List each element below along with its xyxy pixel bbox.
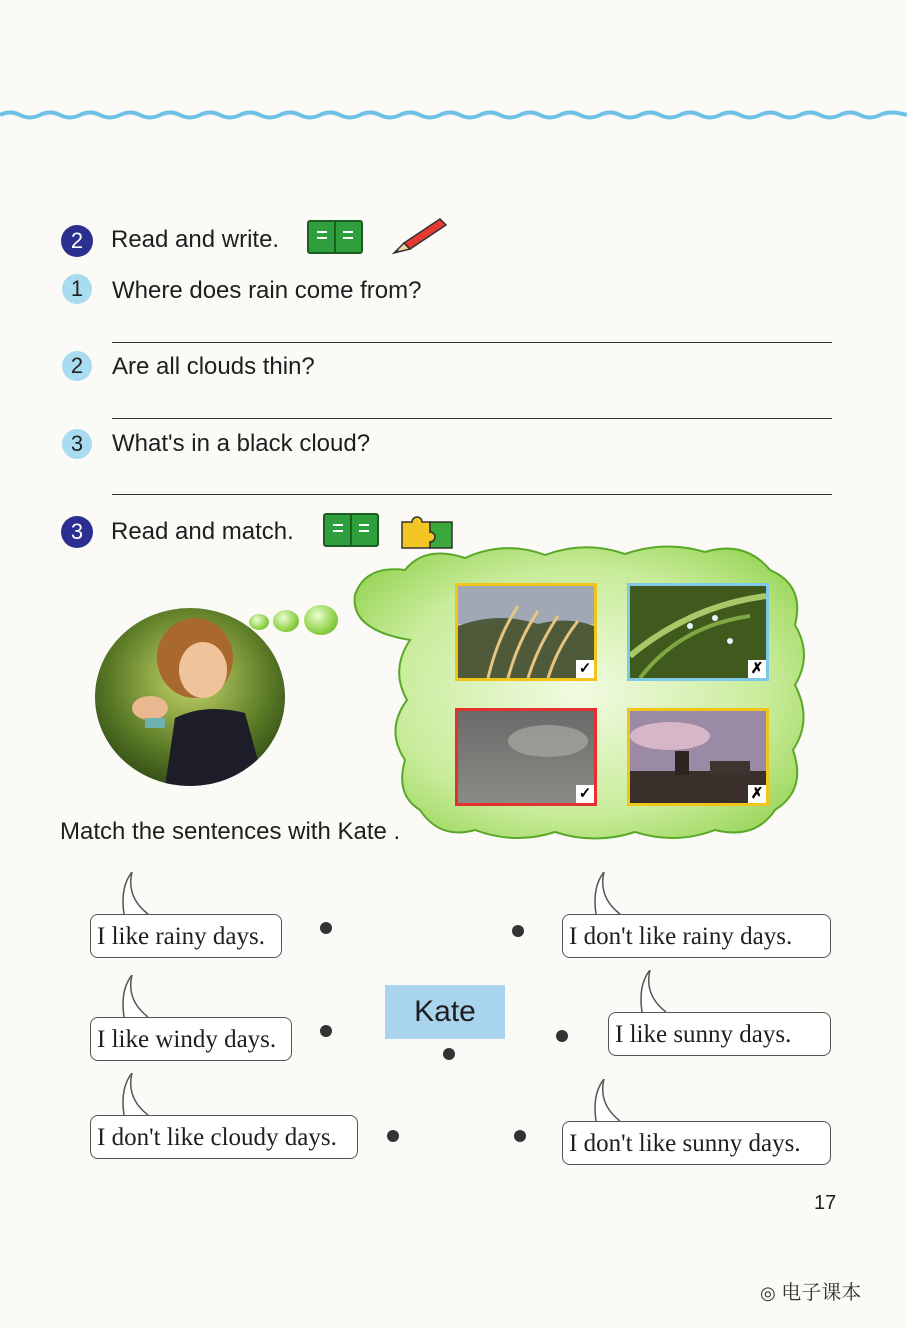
answer-line[interactable]: [112, 342, 832, 343]
cross-mark: ✗: [748, 660, 766, 678]
kate-dot[interactable]: [443, 1048, 455, 1060]
sentence-bubble-right[interactable]: I don't like rainy days.: [562, 914, 831, 958]
question-text: What's in a black cloud?: [112, 430, 371, 457]
answer-line[interactable]: [112, 494, 832, 495]
footer-watermark-text: 电子课本: [781, 1282, 862, 1304]
check-mark: ✓: [576, 660, 594, 678]
cloudy-sky-photo: [455, 708, 597, 806]
sentence-bubble-left[interactable]: I like rainy days.: [90, 914, 282, 958]
sentence-bubble-left[interactable]: I like windy days.: [90, 1017, 292, 1061]
cross-mark: ✗: [748, 785, 766, 803]
kate-label: Kate: [385, 985, 505, 1039]
thought-bubble-dot: [304, 605, 338, 635]
pencil-icon: [390, 215, 452, 257]
sentence-bubble-left[interactable]: I don't like cloudy days.: [90, 1115, 358, 1159]
sentence-bubble-right[interactable]: I don't like sunny days.: [562, 1121, 831, 1165]
section-heading: Read and match.: [111, 518, 294, 545]
section-number: 3: [61, 516, 93, 548]
question-number: 2: [62, 351, 92, 381]
footer-watermark: [760, 1276, 861, 1305]
thought-cloud: [345, 540, 815, 845]
sunny-city-photo: [627, 708, 769, 806]
top-wave-decoration: [0, 100, 907, 130]
match-dot[interactable]: [320, 922, 332, 934]
page-number: 17: [814, 1192, 837, 1214]
match-dot[interactable]: [320, 1025, 332, 1037]
match-dot[interactable]: [514, 1130, 526, 1142]
windy-grass-photo: [455, 583, 597, 681]
section-heading: Read and write.: [111, 226, 280, 253]
check-mark: ✓: [576, 785, 594, 803]
match-dot[interactable]: [556, 1030, 568, 1042]
answer-line[interactable]: [112, 418, 832, 419]
thought-bubble-dot: [273, 610, 299, 632]
question-number: 3: [62, 429, 92, 459]
chat-icon: ◎: [760, 1283, 776, 1303]
sentence-bubble-right[interactable]: I like sunny days.: [608, 1012, 831, 1056]
question-text: Are all clouds thin?: [112, 353, 315, 380]
question-text: Where does rain come from?: [112, 277, 422, 304]
book-icon: [307, 220, 363, 254]
question-number: 1: [62, 274, 92, 304]
match-dot[interactable]: [387, 1130, 399, 1142]
match-instruction: Match the sentences with Kate .: [60, 818, 401, 845]
section-number: 2: [61, 225, 93, 257]
girl-photo: [95, 608, 285, 786]
rainy-grass-photo: [627, 583, 769, 681]
thought-bubble-dot: [249, 614, 269, 630]
match-dot[interactable]: [512, 925, 524, 937]
